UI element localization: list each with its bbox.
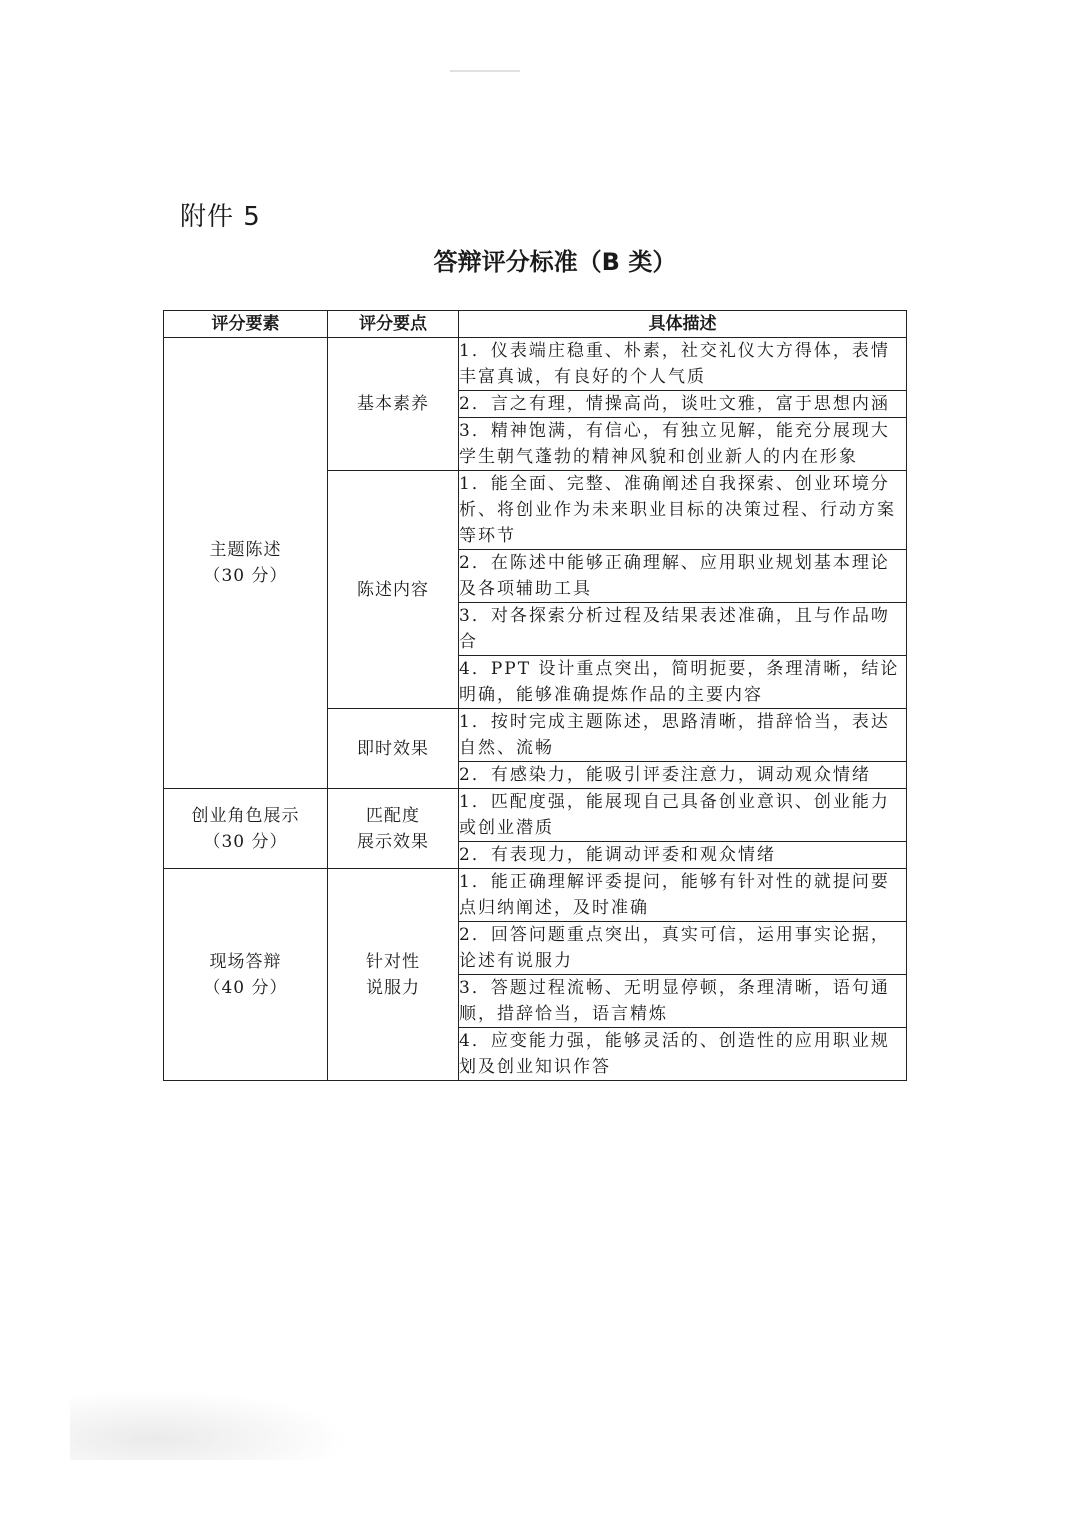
table-row (164, 789, 907, 842)
factor-score: （40 分） (203, 977, 288, 998)
header-description: 具体描述 (459, 311, 907, 338)
description-item: 2．有感染力，能吸引评委注意力，调动观众情绪 (459, 762, 907, 789)
factor-theme-statement (164, 338, 328, 789)
description-item: 4．应变能力强，能够灵活的、创造性的应用职业规划及创业知识作答 (459, 1028, 907, 1081)
description-item: 2．有表现力，能调动评委和观众情绪 (459, 842, 907, 869)
factor-score: （30 分） (203, 566, 288, 586)
description-item: 2．言之有理，情操高尚，谈吐文雅，富于思想内涵 (459, 391, 907, 418)
point-immediate-effect (328, 709, 459, 789)
point-label: 针对性 (366, 951, 420, 972)
point-label: 展示效果 (357, 831, 429, 852)
point-label: 说服力 (366, 977, 420, 998)
point-label: 基本素养 (357, 394, 429, 414)
point-statement-content (328, 471, 459, 709)
factor-label: 创业角色展示 (191, 805, 300, 826)
description-item: 2．在陈述中能够正确理解、应用职业规划基本理论及各项辅助工具 (459, 550, 907, 603)
factor-entrepreneur-role (164, 789, 328, 869)
table-header-row (164, 311, 907, 338)
document-title: 答辩评分标准（B 类） (433, 248, 677, 276)
description-item: 1．能全面、完整、准确阐述自我探索、创业环境分析、将创业作为未来职业目标的决策过程、行动方案等环节 (459, 471, 907, 550)
header-scoring-point: 评分要点 (328, 311, 459, 338)
point-label: 即时效果 (357, 738, 429, 759)
description-item: 3．答题过程流畅、无明显停顿，条理清晰，语句通顺，措辞恰当，语言精炼 (459, 975, 907, 1028)
point-match-display (328, 789, 459, 869)
point-label: 匹配度 (366, 805, 420, 826)
factor-live-defense (164, 869, 328, 1081)
description-item: 1．匹配度强，能展现自己具备创业意识、创业能力或创业潜质 (459, 789, 907, 842)
factor-score: （30 分） (203, 831, 288, 852)
header-scoring-factor: 评分要素 (164, 311, 328, 338)
description-item: 1．能正确理解评委提问，能够有针对性的就提问要点归纳阐述，及时准确 (459, 869, 907, 922)
scan-mark (450, 70, 520, 72)
factor-label: 现场答辩 (209, 951, 282, 972)
description-item: 1．仪表端庄稳重、朴素，社交礼仪大方得体，表情丰富真诚，有良好的个人气质 (459, 338, 907, 391)
point-pertinence-persuasion (328, 869, 459, 1081)
factor-label: 主题陈述 (209, 540, 282, 560)
description-item: 4．PPT 设计重点突出，简明扼要，条理清晰，结论明确，能够准确提炼作品的主要内容 (459, 656, 907, 709)
attachment-label: 附件 5 (180, 202, 261, 232)
description-item: 3．对各探索分析过程及结果表述准确，且与作品吻合 (459, 603, 907, 656)
description-item: 2．回答问题重点突出，真实可信，运用事实论据，论述有说服力 (459, 922, 907, 975)
scoring-criteria-table (163, 310, 907, 1081)
point-label: 陈述内容 (357, 579, 429, 600)
description-item: 3．精神饱满，有信心，有独立见解，能充分展现大学生朝气蓬勃的精神风貌和创业新人的内在形象 (459, 418, 907, 471)
table-row (164, 869, 907, 922)
scan-smudge (70, 1390, 350, 1460)
table-row (164, 338, 907, 391)
description-item: 1．按时完成主题陈述，思路清晰，措辞恰当，表达自然、流畅 (459, 709, 907, 762)
point-basic-quality (328, 338, 459, 471)
